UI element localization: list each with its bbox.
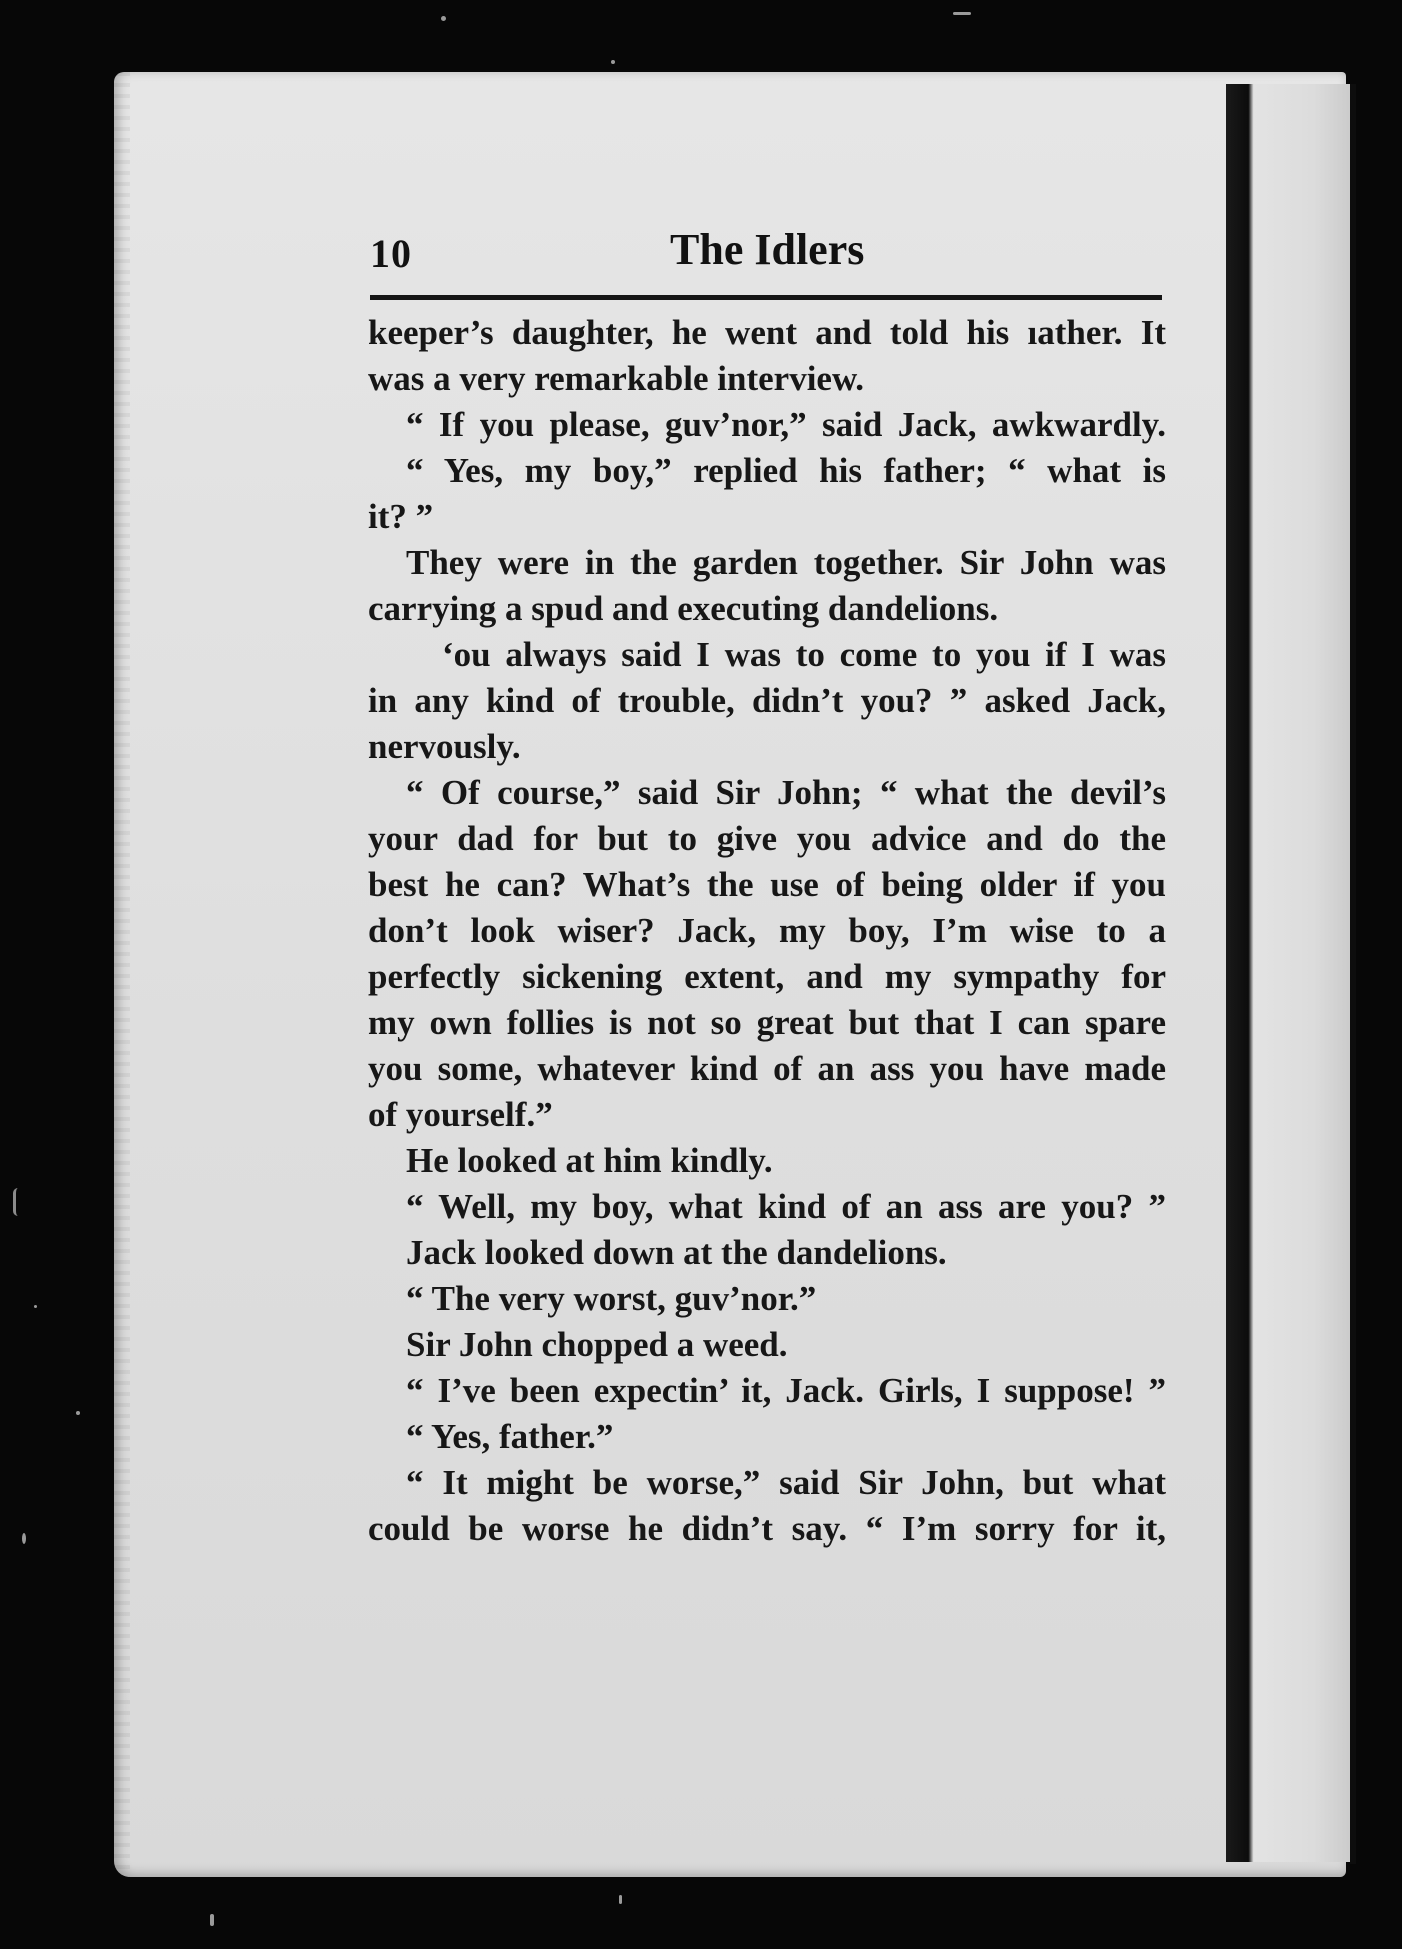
text-line: ‘ou always said I was to come to you if I was — [442, 635, 1166, 674]
text-line: best he can? What’s the use of being older if you — [368, 865, 1166, 904]
adjacent-page-edge — [1226, 84, 1351, 1862]
text-line: it? ” — [368, 497, 434, 536]
text-line: Jack looked down at the dandelions. — [406, 1233, 947, 1272]
scan-speck — [13, 1188, 23, 1216]
text-line: of yourself.” — [368, 1095, 553, 1134]
scan-speck — [953, 12, 971, 15]
text-line: don’t look wiser? Jack, my boy, I’m wise to a — [368, 911, 1166, 950]
page-header — [370, 224, 1160, 296]
text-line: “ Yes, my boy,” replied his father; “ what is — [406, 451, 1166, 490]
text-line: in any kind of trouble, didn’t you? ” asked Jack, — [368, 681, 1166, 720]
scan-speck — [611, 60, 615, 64]
page-number: 10 — [370, 231, 412, 276]
text-line: was a very remarkable interview. — [368, 359, 865, 398]
running-title: The Idlers — [670, 225, 865, 274]
text-line: “ It might be worse,” said Sir John, but what — [406, 1463, 1166, 1502]
scan-speck — [210, 1914, 214, 1926]
header-rule — [370, 295, 1162, 300]
scan-speck — [441, 16, 446, 21]
text-line: “ I’ve been expectin’ it, Jack. Girls, I suppose! ” — [406, 1371, 1166, 1410]
text-line: “ Well, my boy, what kind of an ass are you? ” — [406, 1187, 1166, 1226]
scan-speck — [34, 1305, 37, 1308]
page-body — [368, 310, 1166, 1552]
scan-speck — [76, 1411, 80, 1415]
text-line: carrying a spud and executing dandelions. — [368, 589, 999, 628]
scan-speck — [22, 1533, 26, 1544]
text-line: keeper’s daughter, he went and told his ıather. It — [368, 313, 1166, 352]
text-line: “ Of course,” said Sir John; “ what the devil’s — [406, 773, 1166, 812]
text-line: “ The very worst, guv’nor.” — [406, 1279, 817, 1318]
text-line: “ If you please, guv’nor,” said Jack, awkwardly. — [406, 405, 1166, 444]
text-line: He looked at him kindly. — [406, 1141, 773, 1180]
text-line: perfectly sickening extent, and my sympathy for — [368, 957, 1166, 996]
text-line: my own follies is not so great but that I can spare — [368, 1003, 1166, 1042]
text-line: “ Yes, father.” — [406, 1417, 614, 1456]
scan-speck — [619, 1895, 622, 1904]
text-line: your dad for but to give you advice and do the — [368, 819, 1166, 858]
text-line: could be worse he didn’t say. “ I’m sorry for it, — [368, 1509, 1166, 1548]
binding-shadow — [1350, 84, 1356, 1864]
text-line: Sir John chopped a weed. — [406, 1325, 788, 1364]
text-line: you some, whatever kind of an ass you have made — [368, 1049, 1166, 1088]
text-line: They were in the garden together. Sir John was — [406, 543, 1166, 582]
text-line: nervously. — [368, 727, 521, 766]
